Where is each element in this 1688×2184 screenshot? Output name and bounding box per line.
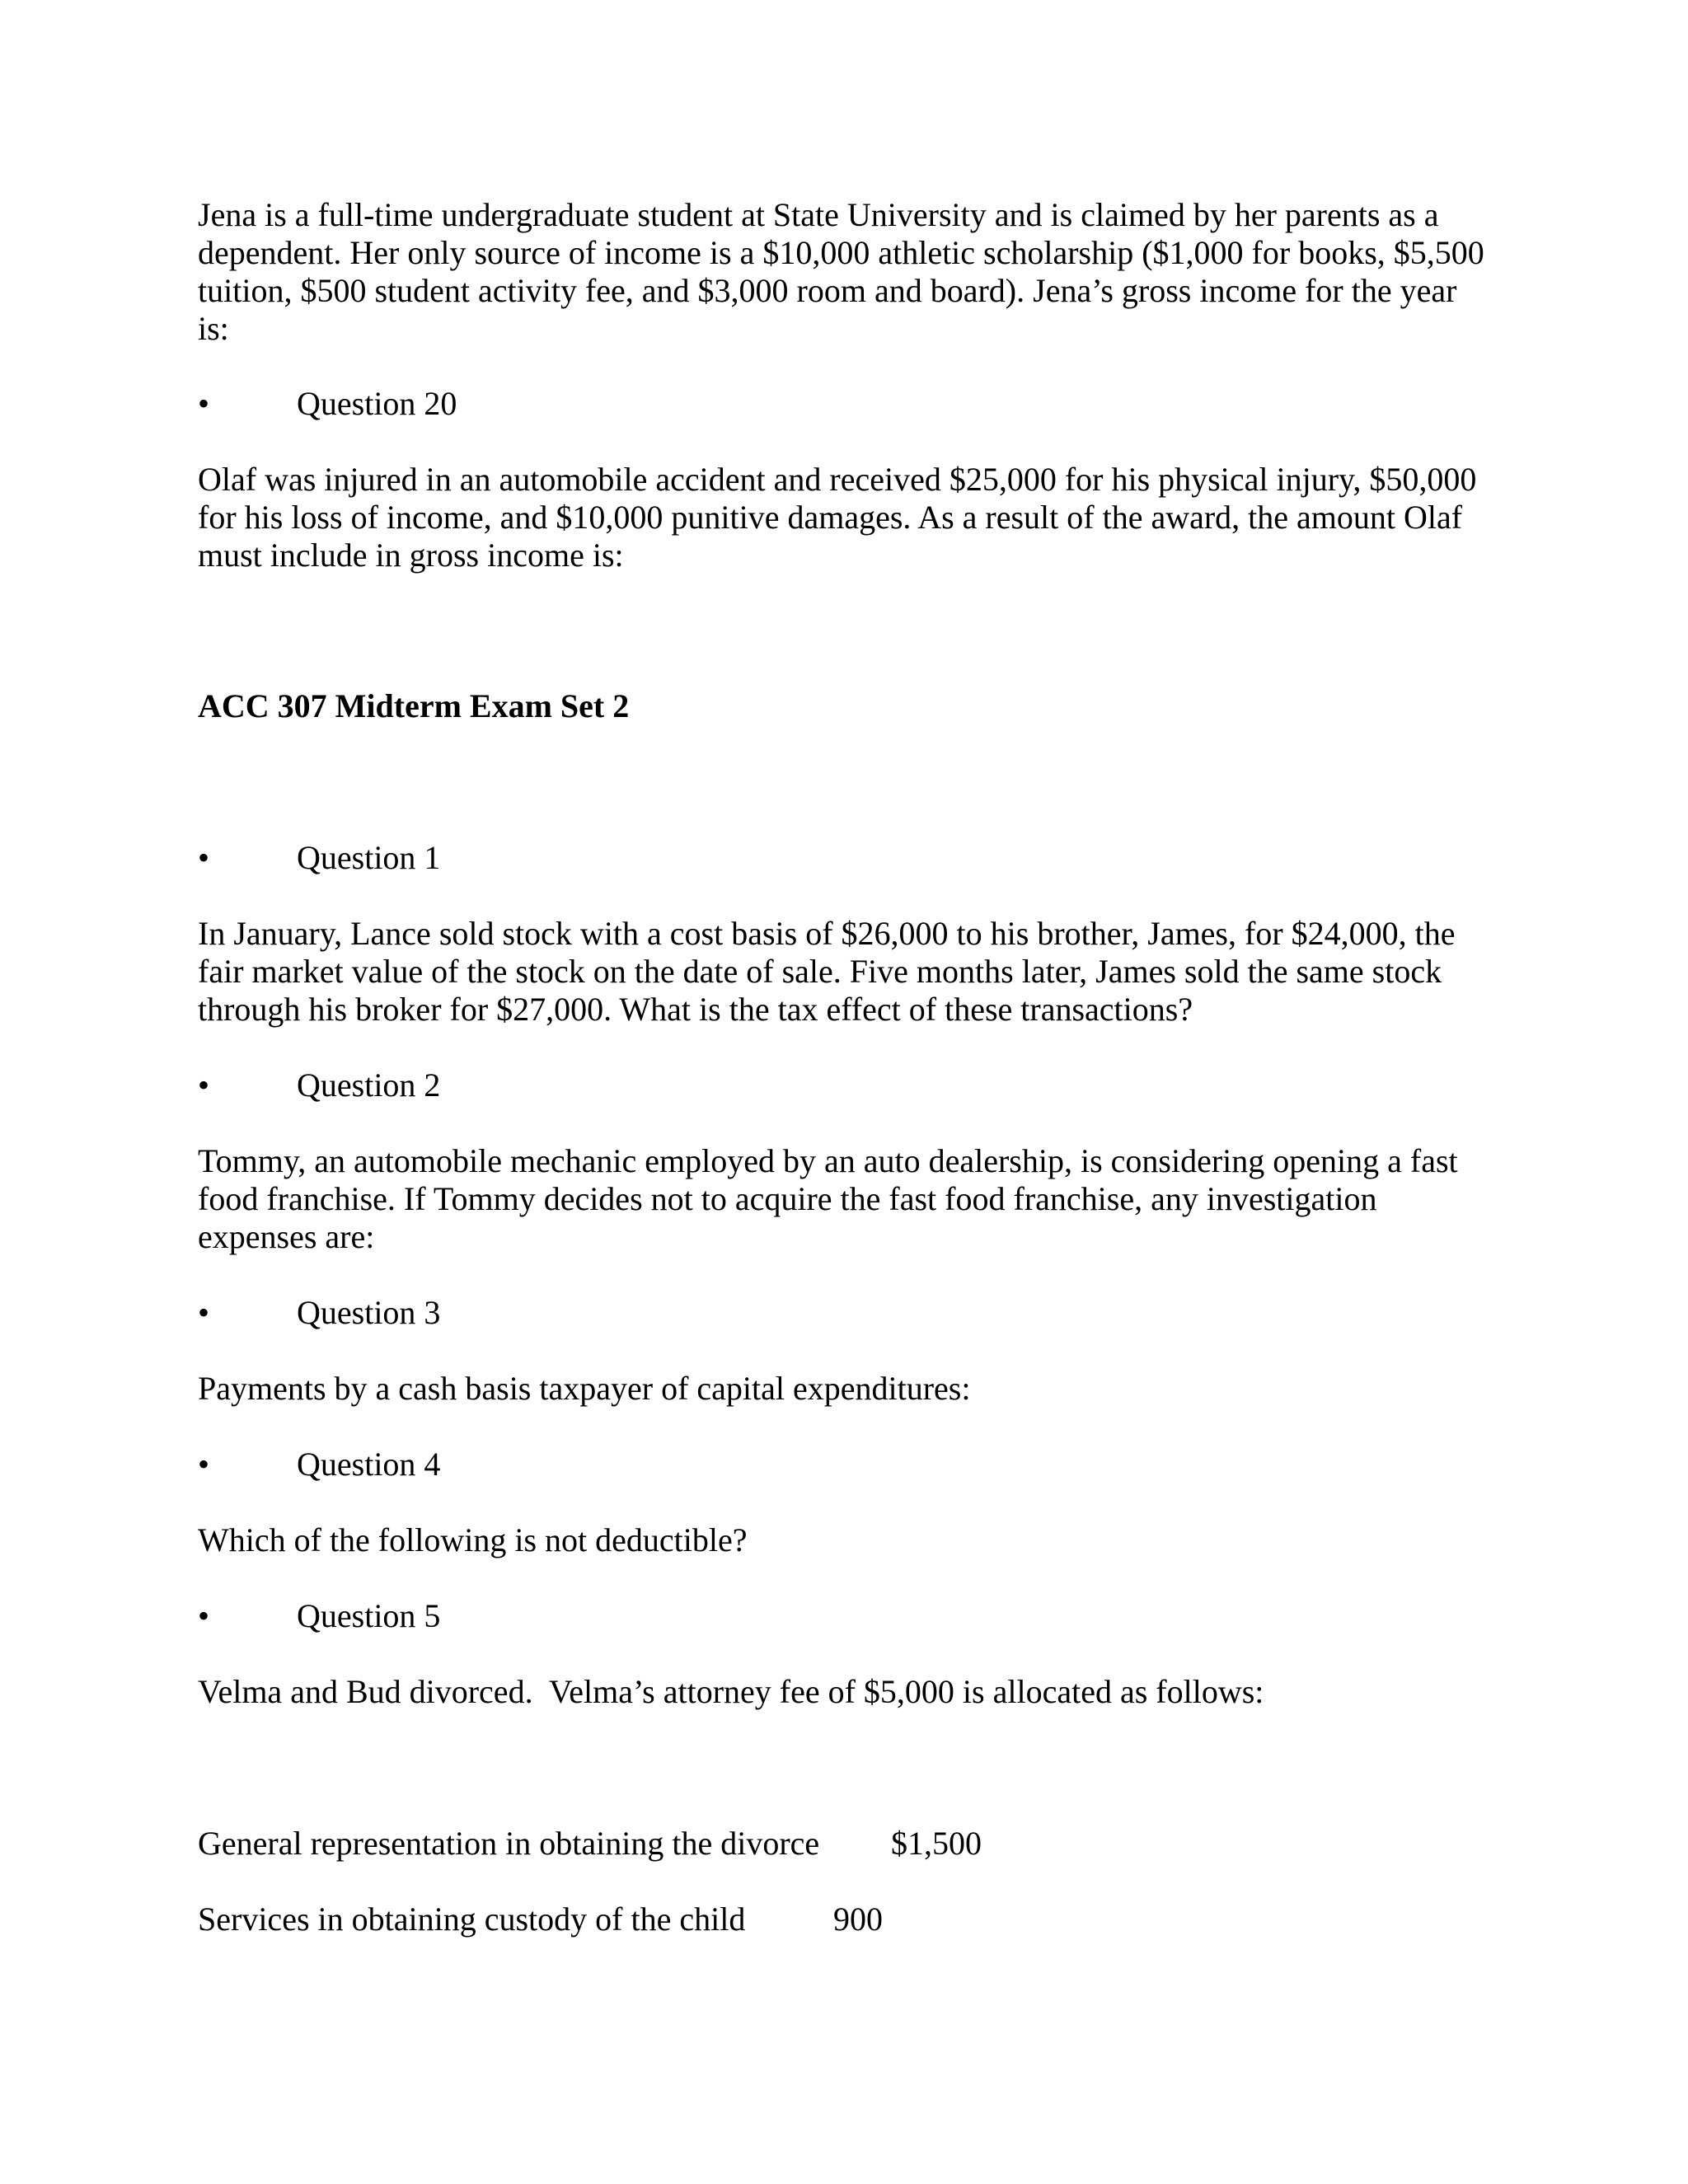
question-text-jena: Jena is a full-time undergraduate student at State University and is claimed by her parents as a dependent. Her only source of income is a $10,000 athletic scholarship ($1,000 for books, $5,500 tuition, $500 student activity fee, and $3,000 room and board). Jena’s gross income for the year is: [198,196,1484,347]
question-label: Question 1 [297,839,441,876]
fee-amount: 900 [833,1900,883,1938]
question-label: Question 3 [297,1294,441,1331]
bullet-icon: • [198,1597,210,1634]
bullet-icon: • [198,385,210,422]
question-label: Question 2 [297,1066,441,1104]
bullet-icon: • [198,1446,210,1483]
fee-amount: $1,500 [891,1825,982,1862]
question-4-text: Which of the following is not deductible? [198,1521,748,1558]
question-1-text: In January, Lance sold stock with a cost basis of $26,000 to his brother, James, for $24,000, the fair market value of the stock on the date of sale. Five months later, James sold the same stock through his broker for $27,000. What is the tax effect of these transactions? [198,915,1456,1028]
question-label: Question 20 [297,385,457,422]
question-label: Question 4 [297,1446,441,1483]
fee-row-divorce [198,1825,1022,1863]
question-5-text: Velma and Bud divorced. Velma’s attorney fee of $5,000 is allocated as follows: [198,1673,1264,1710]
bullet-icon: • [198,1066,210,1104]
bullet-icon: • [198,1294,210,1331]
question-text-olaf: Olaf was injured in an automobile accident and received $25,000 for his physical injury, $50,000 for his loss of income, and $10,000 punitive damages. As a result of the award, the amount Olaf must include in gross income is: [198,461,1477,574]
fee-label: General representation in obtaining the divorce [198,1825,820,1862]
question-2-text: Tommy, an automobile mechanic employed by an auto dealership, is considering opening a fast food franchise. If Tommy decides not to acquire the fast food franchise, any investigation expenses are: [198,1142,1458,1255]
question-label: Question 5 [297,1597,441,1634]
question-3-text: Payments by a cash basis taxpayer of capital expenditures: [198,1370,971,1407]
fee-label: Services in obtaining custody of the child [198,1900,746,1938]
section-heading: ACC 307 Midterm Exam Set 2 [198,687,630,724]
fee-row-custody [198,1900,1022,1938]
bullet-icon: • [198,839,210,876]
